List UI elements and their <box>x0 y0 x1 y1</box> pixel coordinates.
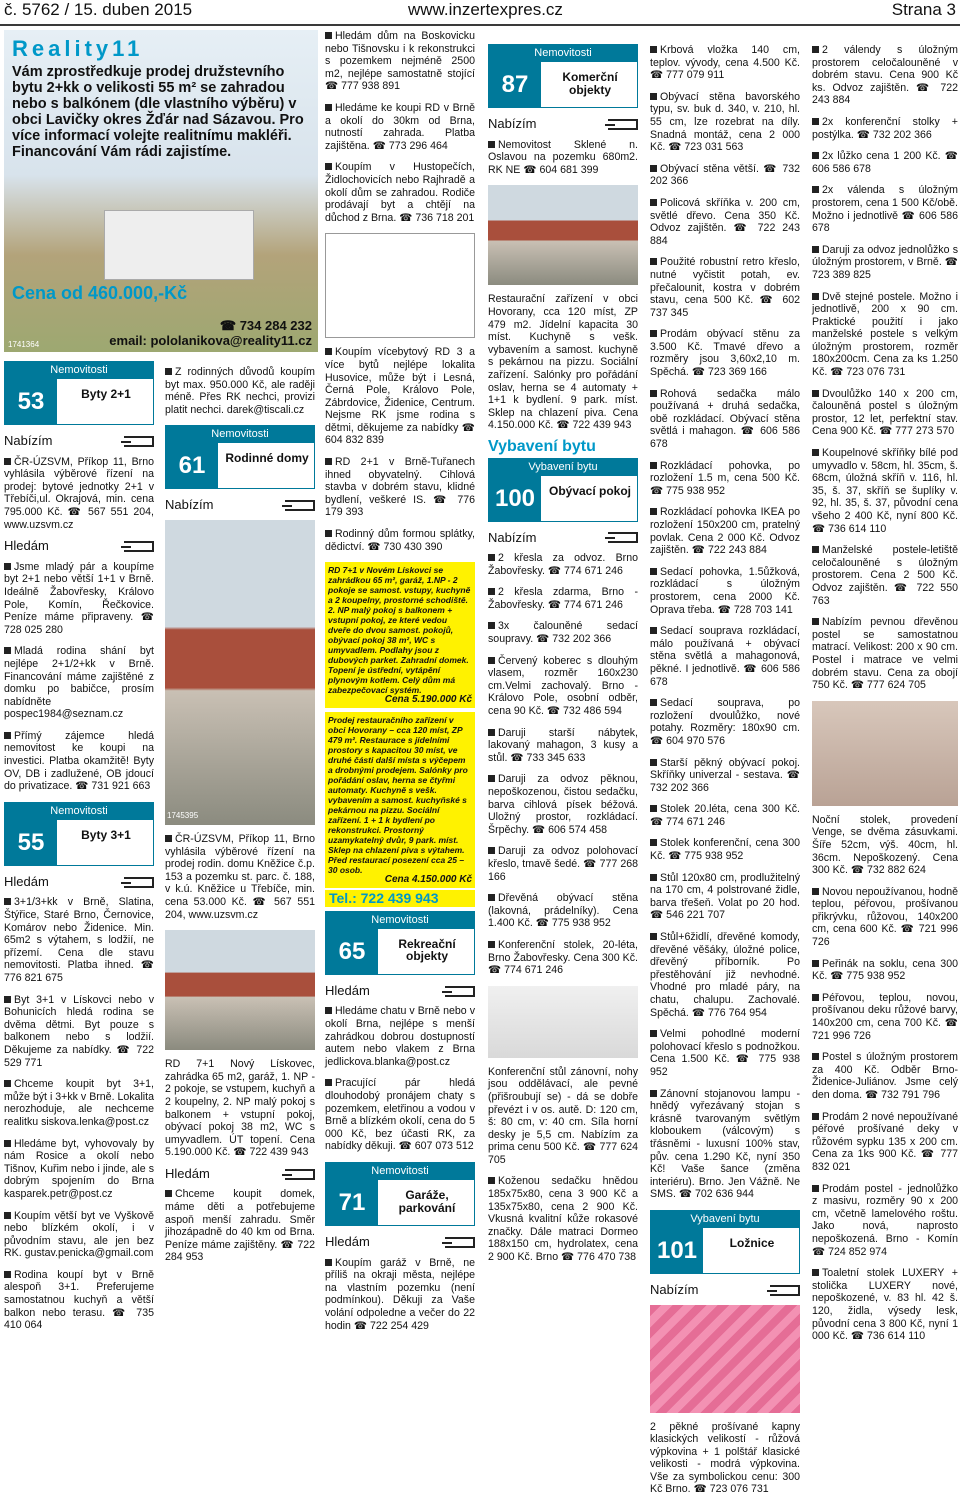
bullet-icon <box>325 104 332 111</box>
classified-ad: Sedací souprava rozkládací, málo používaná + obývací stěna světlá a mahagonová, pěkné. I jednotlivě. ☎ 606 586 678 <box>650 625 800 688</box>
badge-category: Nemovitosti <box>326 1163 474 1180</box>
yellow-ad-phone[interactable]: Tel.: 722 439 943 <box>325 890 475 907</box>
arrow-right-icon <box>770 1285 800 1296</box>
bullet-icon <box>650 933 657 940</box>
classified-ad: Koupím v Hustopečích, Židlochovicích nebo Rajhradě a okolí dům se zahradou. Rodiče prodávají byt a chtějí na důchod z Brna. ☎ 736 718 201 <box>325 161 475 224</box>
classified-ad: Toaletní stolek LUXERY + stolička LUXERY nové, nepoškozené, v. 83 hl. 42 š. 120, židla, výsedy lesk, původní cena 3 800 Kč, nyní 1 000 Kč. ☎ 736 614 110 <box>812 1267 958 1343</box>
bullet-icon <box>650 568 657 575</box>
category-badge-71 <box>325 1162 475 1226</box>
classified-ad: Koupím větší byt ve Vyškově nebo blízkém okolí, i v původním stavu, ale jen bez RK. gustav.penicka@gmail.com <box>4 1209 154 1260</box>
badge-category: Vybavení bytu <box>651 1211 799 1228</box>
arrow-left-icon <box>124 877 154 888</box>
badge-number: 101 <box>651 1228 703 1273</box>
bullet-icon <box>812 152 819 159</box>
classified-ad: Hledáme byt, vyhovovaly by nám Rosice a okolí nebo Tišnov, Kuřim nebo i jinde, ale s dobrým spojením do Brna kasparek.petr@post.cz <box>4 1137 154 1200</box>
section-heading: Vybavení bytu <box>488 437 596 455</box>
bullet-icon <box>165 1190 172 1197</box>
classified-ad: 3+1/3+kk v Brně, Slatina, Štýřice, Staré Brno, Černovice, Komárov nebo Židenice. Min. 65m2 s výtahem, s lodžií, ne přízemí. Cena dle stavu nemovitosti. Platba ihned. ☎ 776 821 675 <box>4 896 154 984</box>
classified-ad: Hledáme chatu v Brně nebo v okolí Brna, nejlépe s menší zahrádkou dobrou dostupností autem nebo vlakem z Brna jedlickova.blanka@post.cz <box>325 1005 475 1068</box>
restaurant-photo <box>488 185 638 285</box>
bullet-icon <box>650 1090 657 1097</box>
classified-ad: Chceme koupit byt 3+1, může být i 3+kk v Brně. Lokalita nerozhoduje, ale nechceme realitku siskova.lenka@post.cz <box>4 1078 154 1128</box>
promo-email[interactable]: email: pololanikova@reality11.cz <box>109 333 312 348</box>
bullet-icon <box>325 458 332 465</box>
badge-number: 65 <box>326 929 378 974</box>
bullet-icon <box>650 627 657 634</box>
classified-ad: Postel s úložným prostorem za 400 Kč. Odběr Brno-Židenice-Juliánov. Jsme celý den doma. ☎ 732 791 796 <box>812 1051 958 1101</box>
section-wanted <box>4 873 154 889</box>
bullet-icon <box>4 1271 11 1278</box>
bullet-icon <box>488 941 495 948</box>
category-badge-53 <box>4 361 154 425</box>
bullet-icon <box>812 449 819 456</box>
classified-ad: 2 pěkné prošívané kapny klasických velikostí - růžová výpkovina + 1 polštář klasické velikosti - modrá výpkovina. Vše za symbolickou cenu: 300 Kč Brno. ☎ 723 076 731 <box>650 1420 800 1496</box>
classified-ad: Koženou sedačku hnědou 185x75x80, cena 3 900 Kč a 135x75x80, cena 2 900 Kč. Vkusná kvalitní kůže rokasové značky. Dále matraci Dormeo 188x150 cm, hydrolatex, cena 2 900 Kč. Brno ☎ 776 470 738 <box>488 1175 638 1264</box>
bullet-icon <box>4 996 11 1003</box>
classified-ad: Obývací stěna bavorského typu, sv. buk d. 340, v. 210, hl. 55 cm, lze rozebrat na díly. Snadná montáž, cena 2 000 Kč. ☎ 723 031 563 <box>650 90 800 154</box>
section-wanted <box>325 982 475 998</box>
classified-ad: Stolek konferenční, cena 300 Kč. ☎ 775 938 952 <box>650 837 800 863</box>
bullet-icon <box>325 163 332 170</box>
badge-subcategory: Byty 2+1 <box>81 387 131 401</box>
bullet-icon <box>325 1259 332 1266</box>
classified-ad: 3x čalouněné sedací soupravy. ☎ 732 202 366 <box>488 620 638 646</box>
bullet-icon <box>650 165 657 172</box>
bullet-icon <box>4 732 11 739</box>
bullet-icon <box>325 32 332 39</box>
bullet-icon <box>812 46 819 53</box>
house-sketch <box>325 233 475 338</box>
section-offer <box>488 529 638 545</box>
classified-ad: Krbová vložka 140 cm, teplov. vývody, cena 4.500 Kč. ☎ 777 079 911 <box>650 44 800 82</box>
section-offer <box>650 1281 800 1297</box>
badge-category: Nemovitosti <box>326 912 474 929</box>
category-badge-101 <box>650 1210 800 1274</box>
badge-category: Nemovitosti <box>166 426 314 443</box>
badge-subcategory: Rekreační objekty <box>398 936 456 964</box>
bullet-icon <box>488 775 495 782</box>
section-wanted <box>165 1165 315 1181</box>
section-label: Nabízím <box>650 1281 699 1297</box>
issue-number: č. 5762 / 15. duben 2015 <box>4 0 193 19</box>
classified-ad: Rozkládací pohovka IKEA po rozložení 150x200 cm, pratelný povlak. Cena 2 000 Kč. Odvoz zajištěn. ☎ 722 243 884 <box>650 506 800 557</box>
badge-category: Nemovitosti <box>5 362 153 379</box>
bullet-icon <box>4 1212 11 1219</box>
classified-ad: Koupelnové skříňky bílé pod umyvadlo v. 58cm, hl. 35cm, š. 68cm, úložná skříň v. 116, hl. 35, š. 37, skříň se šuplíky v. 92, hl. 35, š. 37, původní cena všeho 2 400 Kč, nyní 800 Kč. ☎ 736 614 110 <box>812 447 958 535</box>
bullet-icon <box>812 888 819 895</box>
section-label: Hledám <box>4 873 49 889</box>
classified-ad: Nemovitost Sklené n. Oslavou na pozemku 680m2. RK NE ☎ 604 681 399 <box>488 138 638 176</box>
bullet-icon <box>488 729 495 736</box>
arrow-left-icon <box>445 986 475 997</box>
bullet-icon <box>488 622 495 629</box>
reality11-promo <box>4 30 318 352</box>
classified-ad: Obývací stěna větší. ☎ 732 202 366 <box>650 162 800 188</box>
arrow-left-icon <box>285 1169 315 1180</box>
bullet-icon <box>650 839 657 846</box>
badge-category: Nemovitosti <box>5 803 153 820</box>
classified-ad: Prodám postel - jednolůžko z masivu, rozměry 90 x 200 cm, včetně lamelového roštu. Jako nová, naprosto nepoškozená. Brno - Komín ☎ 724 852 974 <box>812 1182 958 1258</box>
bullet-icon <box>650 1030 657 1037</box>
arrow-left-icon <box>445 1237 475 1248</box>
bullet-icon <box>812 618 819 625</box>
classified-ad: Starší pěkný obývací pokoj. Skříňky univerzal - sestava. ☎ 732 202 366 <box>650 756 800 794</box>
classified-ad: Policová skříňka v. 200 cm, světlé dřevo. Cena 350 Kč. Odvoz zajištěn. ☎ 722 243 884 <box>650 196 800 247</box>
section-offer <box>4 435 154 448</box>
bullet-icon <box>650 699 657 706</box>
badge-subcategory: Byty 3+1 <box>81 827 131 842</box>
category-badge-55 <box>4 802 154 866</box>
column-1 <box>4 357 154 1341</box>
arrow-left-icon <box>124 541 154 552</box>
reality11-logo: Reality11 <box>12 36 144 61</box>
section-label: Hledám <box>4 538 49 554</box>
page-number: Strana 3 <box>891 0 956 19</box>
classified-ad: ČR-ÚZSVM, Příkop 11, Brno vyhlásila výběrové řízení na prodej rodin. domu Kněžice č.p. 153 a pozemku st. parc. č. 188, v k.ú. Kněžice u Třebíče, min. cena 53.000 Kč. ☎ 567 551 204, www.uzsvm.cz <box>165 832 315 921</box>
coffee-table-photo <box>488 986 638 1058</box>
bullet-icon <box>325 530 332 537</box>
classified-ad: Stůl 120x80 cm, prodlužitelný na 170 cm, 4 polstrované židle, barva třešeň. Volat po 20 hod. ☎ 546 221 707 <box>650 871 800 922</box>
bullet-icon <box>4 647 11 654</box>
classified-ad: Daruji za odvoz pěknou, nepoškozenou, čistou sedačku, barva cihlová písek béžová. Uložný prostor, rozkládací. Šrpěchy. ☎ 606 574 458 <box>488 773 638 836</box>
bullet-icon <box>812 1185 819 1192</box>
classified-ad: Stolek 20.léta, cena 300 Kč. ☎ 774 671 246 <box>650 803 800 828</box>
arrow-right-icon <box>285 500 315 511</box>
badge-subcategory: Garáže, parkování <box>398 1187 456 1215</box>
classified-ad: 2x konferenční stolky + postýlka. ☎ 732 202 366 <box>812 115 958 141</box>
badge-number: 71 <box>326 1180 378 1225</box>
section-label: Nabízím <box>488 529 537 545</box>
badge-subcategory: Komerční objekty <box>562 70 618 97</box>
bullet-icon <box>812 1113 819 1120</box>
bullet-icon <box>812 1269 819 1276</box>
classified-ad: Rohová sedačka málo používaná + druhá sedačka, obě rozkládací. Obývací stěna světlá i mahagon. ☎ 606 586 678 <box>650 387 800 451</box>
classified-ad: Jsme mladý pár a koupíme byt 2+1 nebo větší 1+1 v Brně. Ideálně Žabovřesky, Královo Pole, Komín, Řečkovice. Peníze máme připraveny. ☎ 728 025 280 <box>4 560 154 636</box>
category-badge-65 <box>325 911 475 975</box>
section-label: Nabízím <box>4 433 53 448</box>
bullet-icon <box>165 835 172 842</box>
bullet-icon <box>650 805 657 812</box>
bullet-icon <box>488 894 495 901</box>
bullet-icon <box>812 960 819 967</box>
bullet-icon <box>650 390 657 397</box>
bullet-icon <box>165 368 172 375</box>
promo-footer <box>4 318 318 352</box>
badge-number: 61 <box>166 443 218 488</box>
promo-price: Cena od 460.000,-Kč <box>12 283 188 303</box>
classified-ad: 2 křesla za odvoz. Brno Žabovřesky. ☎ 774 671 246 <box>488 552 638 577</box>
bullet-icon <box>812 246 819 253</box>
classified-ad: 2 křesla zdarma, Brno - Žabovřesky. ☎ 774 671 246 <box>488 586 638 611</box>
section-label: Nabízím <box>488 116 537 131</box>
classified-ad: Novou nepoužívanou, hodně teplou, péřovou, prošívanou přikrývku, růžovou, 140x200 cm, cena 600 Kč. ☎ 721 996 726 <box>812 885 958 949</box>
yellow-ad-restaurant: Prodej restauračního zařízení v obci Hovorany – cca 120 míst, ZP 479 m². Restaurace s jídelními prostory s kapacitou 30 míst, ve druhé části další místa s výčepem a drobnými prodejem. Salónky pro pořádání oslav, herna se čtyřmi automaty. Kuchyně s vešk. vybavením a samost. kuchyňské s pekárnou na pizzu. Sociální zařízení. 1 + 1 k bydlení po rekonstrukci. Prostorný uzamykatelný dvůr, 9 park. míst. Sklep na chlazení piva s výtahem. Před restaurací posezení cca 25 – 30 osob. Cena 4.150.000 Kč <box>325 712 475 888</box>
classified-ad: Manželské postele-letiště celočalouněné s úložným prostorem. Cena 2 500 Kč. Odvoz zajištěn. ☎ 722 550 763 <box>812 544 958 607</box>
classified-ad: Červený koberec s dlouhým vlasem, rozměr 160x230 cm.Velmi zachovalý. Brno - Královo Pole, osobní odběr, cena 90 Kč. ☎ 732 486 594 <box>488 654 638 718</box>
classified-ad: Hledám dům na Boskovicku nebo Tišnovsku i k rekonstrukci s pozemkem nejméně 2500 m2, nejlépe samostatně stojící ☎ 777 938 891 <box>325 30 475 93</box>
yellow-ad-house: RD 7+1 v Novém Lískovci se zahrádkou 65 m², garáž, 1.NP - 2 pokoje se samost. vstupy, kuchyně a 2 koupelny, prostorné schodiště. 2. NP malý pokoj s balkonem + vstupní pokoj, ze které vedou dveře do dvou samost. pokojů, obývací pokoj 38 m², WC s umyvadlem. Podlahy jsou z dubových parket. Zahradní domek. Topení je ústřední, vytápění plynovým kotlem. Celý dům má zabezpečovací systém. Cena 5.190.000 Kč <box>325 562 475 708</box>
column-5 <box>650 44 800 1505</box>
column-2 <box>165 366 315 1273</box>
column-6 <box>812 44 958 1352</box>
section-label: Hledám <box>165 1165 210 1181</box>
bullet-icon <box>488 847 495 854</box>
badge-number: 53 <box>5 379 57 424</box>
house-photo <box>165 520 315 825</box>
section-offer <box>165 499 315 512</box>
bullet-icon <box>325 1007 332 1014</box>
column-4 <box>488 40 638 1273</box>
yellow-ad-price: Cena 4.150.000 Kč <box>384 874 472 886</box>
badge-number: 87 <box>489 62 541 107</box>
category-badge-61 <box>165 425 315 489</box>
bullet-icon <box>812 994 819 1001</box>
bullet-icon <box>488 588 495 595</box>
classified-ad: ČR-ÚZSVM, Příkop 11, Brno vyhlásila výběrové řízení na prodej: bytové jednotky 2+1 v Třebíči,ul. Okrajová, min. cena 795.000 Kč. ☎ 567 551 204, www.uzsvm.cz <box>4 455 154 531</box>
bullet-icon <box>650 462 657 469</box>
classified-ad: Daruji za odvoz polohovací křeslo, tmavě šedé. ☎ 777 268 166 <box>488 845 638 883</box>
classified-ad: 2x lůžko cena 1 200 Kč. ☎ 606 586 678 <box>812 150 958 175</box>
classified-ad: 2 válendy s úložným prostorem celočalouněné v dobrém stavu. Cena 900 Kč ks. Odvoz zajištěn. ☎ 722 243 884 <box>812 44 958 107</box>
badge-category: Nemovitosti <box>489 45 637 62</box>
classified-ad: Přímý zájemce hledá nemovitost ke koupi na investici. Platba okamžitě! Byty OV, DB i zadlužené, OB jdoucí do privatizace. ☎ 731 921 663 <box>4 729 154 793</box>
bullet-icon <box>650 759 657 766</box>
classified-ad: Daruji starší nábytek, lakovaný mahagon, 3 kusy a stůl. ☎ 733 345 633 <box>488 726 638 764</box>
category-badge-87 <box>488 44 638 108</box>
classified-ad: 2x válenda s úložným prostorem, cena 1 500 Kč/obě. Možno i jednotlivě ☎ 606 586 678 <box>812 184 958 235</box>
classified-ad: Dřevěná obývací stěna (lakovná, prádelníky). Cena 1.400 Kč. ☎ 775 938 952 <box>488 892 638 930</box>
bullet-icon <box>488 141 495 148</box>
classified-ad: Koupím vícebytový RD 3 a více bytů nejlépe lokalita Husovice, může být i Lesná, Černá Pole, Královo Pole, Zábrdovice, Židenice, Centrum. Nejsme RK jsme rodina s dětmi, děkujeme za nabídky ☎ 604 832 839 <box>325 346 475 447</box>
bullet-icon <box>4 458 11 465</box>
classified-ad: Peřinák na soklu, cena 300 Kč. ☎ 775 938 952 <box>812 957 958 983</box>
classified-ad: Rodina koupí byt v Brně alespoň 3+1. Preferujeme samostatnou kuchyň a větší balkon nebo terasu. ☎ 735 410 064 <box>4 1268 154 1332</box>
classified-ad: Z rodinných důvodů koupím byt max. 950.000 Kč, ale raději méně. Přes RK nechci, provizi platit nechci. darek@tiscali.cz <box>165 366 315 416</box>
bullet-icon <box>650 46 657 53</box>
bullet-icon <box>4 563 11 570</box>
classified-ad: Mladá rodina shání byt nejlépe 2+1/2+kk v Brně. Financování máme zajištěné z domku po babičce, prosím nabídněte pospec1984@seznam.cz <box>4 645 154 721</box>
badge-number: 55 <box>5 820 57 865</box>
bullet-icon <box>650 330 657 337</box>
bullet-icon <box>650 508 657 515</box>
classified-ad: Konferenční stolek, 20-léta, Brno Žabovřesky. Cena 300 Kč. ☎ 774 671 246 <box>488 938 638 977</box>
classified-ad: Péřovou, teplou, novou, prošívanou deku růžové barvy, 140x200 cm, cena 700 Kč. ☎ 721 996 726 <box>812 991 958 1042</box>
classified-ad: Noční stolek, provedení Venge, se dvěma zásuvkami. Šíře 52cm, výš. 40cm, hl. 36cm. Nepoškozený. Cena 300 Kč. ☎ 732 882 624 <box>812 813 958 877</box>
bullet-icon <box>650 874 657 881</box>
bullet-icon <box>812 293 819 300</box>
house-photo <box>165 930 315 1050</box>
section-label: Hledám <box>325 1233 370 1249</box>
bedspread-photo <box>650 1305 800 1413</box>
classified-ad: Prodám 2 nové nepoužívané péřové prošívané deky v růžovém sypku 135 x 200 cm. Cena za 1ks 900 Kč. ☎ 777 832 021 <box>812 1110 958 1173</box>
classified-ad: Stůl+6židlí, dřevěné komody, dřevěné věšáky, úložné police, dřevěný příborník. Po přestěhování již nevhodné. Vhodné pro mladé páry, na chatu, chalupu. Zachovalé. Spěchá. ☎ 776 764 954 <box>650 931 800 1019</box>
bullet-icon <box>4 898 11 905</box>
section-offer <box>488 118 638 131</box>
classified-ad: Použité robustní retro křeslo, nutné vyčistit potah, ev. přečalounit, kostra v dobrém stavu, cena 500 Kč. ☎ 602 737 345 <box>650 256 800 319</box>
classified-ad: Restaurační zařízení v obci Hovorany, cca 120 míst, ZP 479 m2. Jídelní kapacita 30 míst. Kuchyně s vešk. vybavením a samost. kuchyně s pekárnou na pizzu. Sociální zařízení. Salónky pro pořádání oslav, herna se 4 automaty + 1+1 k bydlení. 9 park. míst. Sklep na chlazení piva. Cena 4.150.000 Kč. ☎ 722 439 943 <box>488 293 638 432</box>
classified-ad: Rodinný dům formou splátky, dědictví. ☎ 730 430 390 <box>325 528 475 553</box>
bullet-icon <box>650 199 657 206</box>
bullet-icon <box>4 1080 11 1087</box>
badge-subcategory: Obývací pokoj <box>548 483 632 498</box>
bullet-icon <box>4 1140 11 1147</box>
category-badge-100 <box>488 458 638 522</box>
badge-subcategory: Rodinné domy <box>225 451 309 466</box>
house-illustration <box>104 210 254 280</box>
arrow-right-icon <box>124 436 154 447</box>
bullet-icon <box>488 657 495 664</box>
bullet-icon <box>812 1053 819 1060</box>
classified-ad: Rozkládací pohovka, po rozložení 1.5 m, cena 500 Kč. ☎ 775 938 952 <box>650 459 800 497</box>
page-header <box>0 0 960 20</box>
site-url[interactable]: www.inzertexpres.cz <box>408 0 563 19</box>
bullet-icon <box>812 546 819 553</box>
classified-ad: Sedací pohovka, 1.5ůžková, rozkládací s úložným prostorem, cena 2000 Kč. Oprava třeba. ☎ 728 703 141 <box>650 565 800 616</box>
classified-ad: Dvě stejné postele. Možno i jednotlivě, 200 x 90 cm. Praktické použití i jako manželské postele s velkým úložným prostorem, rozměr 180x200cm. Cena za ks 1.250 Kč. ☎ 723 076 731 <box>812 290 958 379</box>
classified-ad: Koupím garáž v Brně, ne příliš na okraji města, nejlépe na vlastním pozemku (není podmínkou). Děkuji za Vaše volání odpoledne a večer do 22 hodin ☎ 722 254 429 <box>325 1256 475 1332</box>
bullet-icon <box>812 118 819 125</box>
classified-ad: Pracující pár hledá dlouhodobý pronájem chaty s pozemkem, eletřinou a vodou v Brně a blízkém okolí, cena do 5 000 Kč, bez účasti RK, za nabídky děkuji. ☎ 607 073 512 <box>325 1077 475 1153</box>
classified-ad: RD 7+1 Nový Lískovec, zahrádka 65 m2, garáž, 1. NP - 2 pokoje, se vstupem, kuchyň a 2 koupelny, 2. NP malý pokoj s balkonem + vstupní pokoj, obývací pokoj 38 m2, WC s umyvadlem. ÚT topení. Cena 5.190.000 Kč. ☎ 722 439 943 <box>165 1058 315 1159</box>
badge-subcategory: Ložnice <box>729 1235 775 1250</box>
classified-ad: Byt 3+1 v Lískovci nebo v Bohunicích hledá rodina se dvěma dětmi. Byt pouze s balkonem nebo s lodžií. Děkujeme za nabídky. ☎ 722 529 771 <box>4 993 154 1069</box>
promo-id: 1741364 <box>8 340 40 349</box>
header-rule <box>0 24 960 26</box>
section-wanted <box>4 540 154 553</box>
badge-number: 100 <box>489 476 541 521</box>
classified-ad: Prodám obývací stěnu za 3.500 Kč. Tmavé dřevo a rozměry jsou 3,60x2,10 m. Spěchá. ☎ 723 369 166 <box>650 328 800 379</box>
bullet-icon <box>488 1177 495 1184</box>
classified-ad: Velmi pohodlné moderní polohovací křeslo s podnožkou. Cena 1.500 Kč. ☎ 775 938 952 <box>650 1028 800 1078</box>
classified-ad: Zánovní stojanovou lampu - hnědý vyřezávaný stojan s krásně tvarovaným světlým kloboukem (válcovým) s třásněmi - luxusní 100% stav, pův. cena 1.290 Kč, nyní 350 Kč! Vaše šance (změna interiéru). Brno. Jen Vážně. Ne SMS. ☎ 702 636 944 <box>650 1087 800 1201</box>
badge-category: Vybavení bytu <box>489 459 637 476</box>
bullet-icon <box>325 1079 332 1086</box>
bullet-icon <box>812 390 819 397</box>
arrow-right-icon <box>608 119 638 130</box>
classified-ad: Chceme koupit domek, máme děti a potřebujeme aspoň menší zahradu. Směr jihozápadně do 40 km od Brna. Peníze máme zajištěny. ☎ 722 284 953 <box>165 1188 315 1264</box>
column-3 <box>325 30 475 1341</box>
promo-phone[interactable]: ☎ 734 284 232 <box>219 318 312 333</box>
classified-ad: Daruji za odvoz jednolůžko s úložným prostorem, v Brně. ☎ 723 389 825 <box>812 243 958 281</box>
classified-ad: Konferenční stůl zánovní, nohy jsou oddělávací, ale pevné (přišroubují se) - dá se dobře převézt i v os. autě. D: 120 cm, š: 80 cm, v: 40 cm. Síla horní desky je 5,5 cm. Nabízím za prima cenu 500 Kč. ☎ 777 624 705 <box>488 1065 638 1166</box>
bullet-icon <box>325 348 332 355</box>
classified-ad: Dvoulůžko 140 x 200 cm, čalouněná postel s úložným prostor, 12 let, perfektní stav. Cena 900 Kč. ☎ 777 273 570 <box>812 387 958 438</box>
classified-ad: Hledáme ke koupi RD v Brně a okolí do 30km od Brna, nutností zahrada. Platba zajištěna. ☎ 773 296 464 <box>325 101 475 152</box>
promo-copy: Vám zprostředkuje prodej družstevního bytu 2+kk o velikosti 55 m² se zahradou nebo s balkónem (dle vlastního výběru) v obci Lavičky okres Žďár nad Sázavou. Pro více informací volejte realitnímu makléři. Financování Vám rádi zajistíme. <box>12 64 304 160</box>
classified-ad: RD 2+1 v Brně-Tuřanech ihned obyvatelný. Cihlová stavba v dobrém stavu, klidné bydlení, veškeré IS. ☎ 776 179 393 <box>325 456 475 519</box>
yellow-ad-price: Cena 5.190.000 Kč <box>384 694 472 706</box>
classified-ad: Sedací souprava, po rozložení dvoulůžko, nové potahy. Rozměry: 180x90 cm. ☎ 604 970 576 <box>650 697 800 747</box>
bullet-icon <box>650 258 657 265</box>
classified-ad: Nabízím pevnou dřevěnou postel se samostatnou matrací. Velikost: 200 x 90 cm. Postel i matrace ve velmi dobrém stavu. Cena za obojí 750 Kč. ☎ 777 624 705 <box>812 616 958 692</box>
arrow-right-icon <box>608 532 638 543</box>
bullet-icon <box>812 186 819 193</box>
bullet-icon <box>650 93 657 100</box>
photo-id: 1745395 <box>167 811 199 821</box>
nightstand-photo <box>812 701 958 806</box>
section-label: Nabízím <box>165 497 214 513</box>
bullet-icon <box>488 554 495 561</box>
section-wanted <box>325 1233 475 1249</box>
section-label: Hledám <box>325 982 370 998</box>
